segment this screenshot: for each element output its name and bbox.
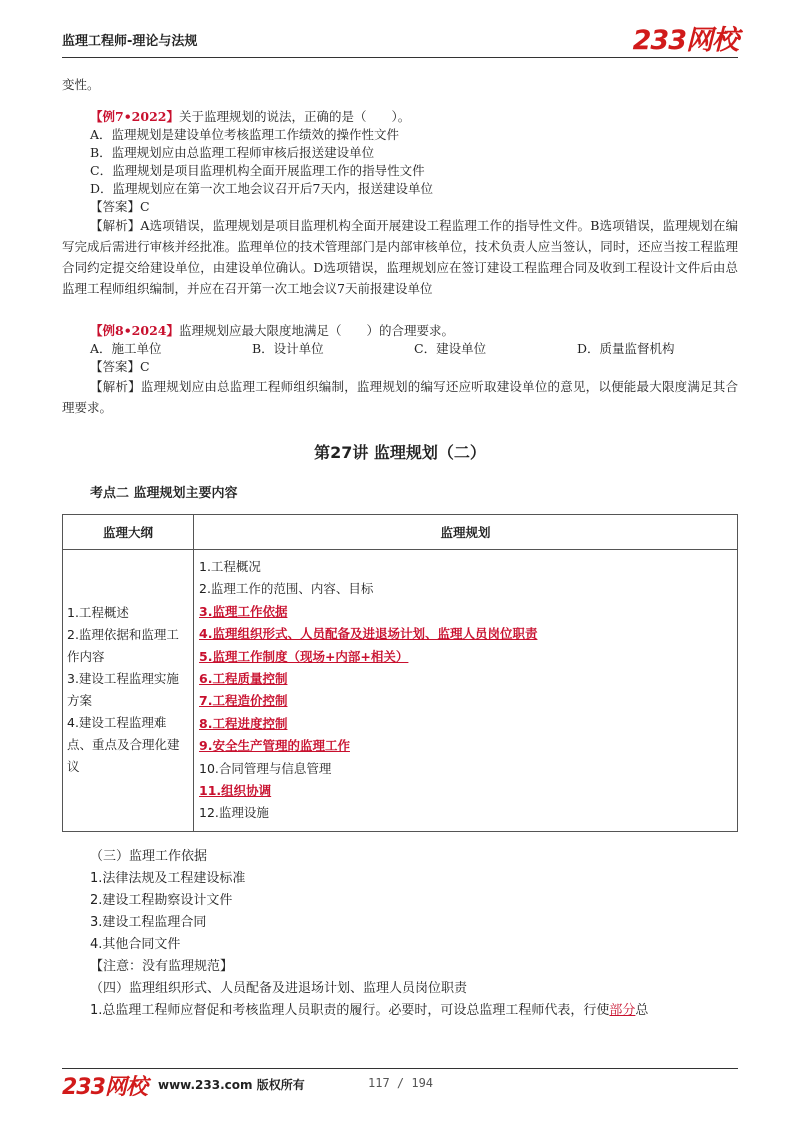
header-outline: 监理大纲 — [63, 515, 194, 550]
basis-item: 1.法律法规及工程建设标准 — [90, 871, 246, 886]
plan-item — [199, 690, 731, 712]
plan-item — [199, 646, 731, 668]
header-plan: 监理规划 — [194, 515, 738, 550]
plan-item: 2.监理工作的范围、内容、目标 — [199, 581, 374, 597]
q7-stem-text: 关于监理规划的说法，正确的是（ ）。 — [178, 109, 411, 124]
page-header-title: 监理工程师-理论与法规 — [62, 34, 198, 49]
plan-item: 1.工程概况 — [199, 559, 261, 574]
q7-option-b: B．监理规划应由总监理工程师审核后报送建设单位 — [90, 145, 375, 160]
q8-option-c: C．建设单位 — [414, 341, 487, 356]
plan-item-highlight: 11.组织协调 — [199, 783, 272, 799]
key-point-heading: 考点二 监理规划主要内容 — [90, 486, 238, 501]
basis-heading: （三）监理工作依据 — [90, 849, 208, 864]
outline-item: 2.监理依据和监理工作内容 — [67, 627, 179, 665]
comparison-table — [62, 514, 738, 832]
plan-item — [199, 713, 731, 735]
outline-item: 3.建设工程监理实施方案 — [67, 671, 179, 709]
brand-logo: 233网校 — [632, 25, 738, 56]
footer-rule — [62, 1068, 738, 1069]
outline-item: 1.工程概述 — [67, 605, 129, 621]
q7-option-c: C．监理规划是项目监理机构全面开展监理工作的指导性文件 — [90, 163, 425, 178]
q7-option-d: D．监理规划应在第一次工地会议召开后7天内，报送建设单位 — [90, 181, 433, 196]
plan-item-highlight: 3.监理工作依据 — [199, 603, 288, 619]
q8-analysis: 【解析】监理规划应由总监理工程师组织编制，监理规划的编写还应听取建设单位的意见，以便能最大限度满足其合理要求。 — [62, 379, 738, 415]
org-heading: （四）监理组织形式、人员配备及进退场计划、监理人员岗位职责 — [90, 981, 468, 996]
table-row — [63, 550, 738, 832]
plan-item-highlight: 7.工程造价控制 — [199, 693, 288, 709]
page-number: 117 / 194 — [368, 1076, 434, 1090]
top-line: 变性。 — [62, 77, 100, 92]
q8-stem — [90, 322, 454, 340]
plan-item — [199, 735, 731, 757]
plan-item — [199, 780, 731, 802]
org-line-1 — [90, 1000, 648, 1022]
q8-answer: 【答案】C — [90, 359, 150, 374]
plan-item-highlight: 6.工程质量控制 — [199, 671, 288, 687]
basis-item: 2.建设工程勘察设计文件 — [90, 893, 233, 908]
basis-item: 4.其他合同文件 — [90, 937, 181, 952]
q7-tag: 【例7•2022】 — [90, 109, 179, 124]
table-header-row — [63, 515, 738, 550]
q7-answer: 【答案】C — [90, 199, 150, 214]
org-line-1-text: 1.总监理工程师应督促和考核监理人员职责的履行。必要时，可设总监理工程师代表，行使 — [90, 1003, 610, 1018]
outline-cell — [63, 550, 194, 832]
outline-item: 4.建设工程监理难点、重点及合理化建议 — [67, 715, 180, 775]
footer-site: www.233.com 版权所有 — [158, 1078, 305, 1092]
plan-item: 10.合同管理与信息管理 — [199, 760, 332, 776]
org-line-1-tail: 总 — [635, 1003, 649, 1018]
plan-item: 12.监理设施 — [199, 805, 269, 821]
plan-item — [199, 668, 731, 690]
plan-item-highlight: 5.监理工作制度（现场+内部+相关） — [199, 648, 409, 664]
org-line-1-underlined: 部分 — [609, 1003, 636, 1018]
q7-option-a: A．监理规划是建设单位考核监理工作绩效的操作性文件 — [90, 127, 400, 142]
plan-item — [199, 623, 731, 645]
q8-option-b: B．设计单位 — [252, 341, 324, 356]
plan-item — [199, 601, 731, 623]
basis-item: 3.建设工程监理合同 — [90, 915, 207, 930]
header-rule — [62, 57, 738, 58]
q8-option-a: A．施工单位 — [90, 341, 162, 356]
footer-logo: 233网校 — [62, 1075, 147, 1100]
basis-note: 【注意：没有监理规范】 — [90, 959, 234, 974]
q8-option-d: D．质量监督机构 — [577, 341, 675, 356]
plan-item-highlight: 4.监理组织形式、人员配备及进退场计划、监理人员岗位职责 — [199, 626, 538, 642]
plan-cell — [194, 550, 738, 832]
q8-tag: 【例8•2024】 — [90, 323, 179, 338]
q7-stem — [90, 108, 410, 126]
plan-item-highlight: 8.工程进度控制 — [199, 715, 288, 731]
q7-analysis: 【解析】A选项错误，监理规划是项目监理机构全面开展建设工程监理工作的指导性文件。B选项错误，监理规划在编写完成后需进行审核并经批准。监理单位的技术管理部门是内部审核单位，技术负责人应当签认，同时，还应当按工程监理合同约定提交给建设单位，由建设单位确认。D选项错误，监理规划应在签订建设工程监理合同及收到工程设计文件后由总监理工程师组织编制，并应在召开第一次工地会议7天前报建设单位 — [62, 218, 738, 296]
plan-item-highlight: 9.安全生产管理的监理工作 — [199, 738, 350, 754]
section-title: 第27讲 监理规划（二） — [314, 443, 486, 462]
q8-stem-text: 监理规划应最大限度地满足（ ）的合理要求。 — [178, 323, 454, 338]
